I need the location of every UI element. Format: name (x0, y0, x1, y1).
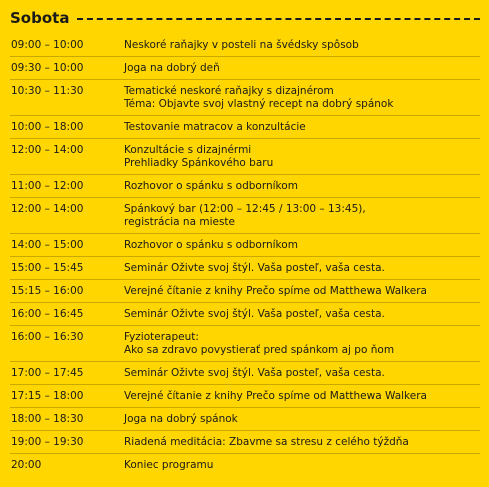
row-description-line: Koniec programu (124, 459, 214, 471)
row-time: 16:00 – 16:45 (11, 308, 84, 320)
row-description-line: Joga na dobrý spánok (124, 413, 238, 425)
row-time: 10:00 – 18:00 (11, 121, 84, 133)
row-description-line: Prehliadky Spánkového baru (124, 157, 274, 169)
row-divider (10, 325, 480, 326)
row-description-line: Rozhovor o spánku s odborníkom (124, 180, 298, 192)
row-description (124, 239, 479, 252)
row-description (124, 436, 479, 449)
row-description (124, 121, 479, 134)
row-description-line: Spánkový bar (12:00 – 12:45 / 13:00 – 13:45), (124, 203, 366, 215)
row-description-line: Neskoré raňajky v posteli na švédsky spôsob (124, 39, 359, 51)
row-time: 17:15 – 18:00 (11, 390, 84, 402)
row-divider (10, 56, 480, 57)
row-description (124, 144, 479, 170)
row-time: 10:30 – 11:30 (11, 85, 84, 97)
row-description-line: Riadená meditácia: Zbavme sa stresu z celého týždňa (124, 436, 409, 448)
row-time: 20:00 (11, 459, 42, 471)
row-time: 09:00 – 10:00 (11, 39, 84, 51)
row-description (124, 413, 479, 426)
row-time: 16:00 – 16:30 (11, 331, 84, 343)
row-time: 18:00 – 18:30 (11, 413, 84, 425)
row-description-line: Verejné čítanie z knihy Prečo spíme od Matthewa Walkera (124, 390, 427, 402)
row-time: 15:00 – 15:45 (11, 262, 84, 274)
row-time: 11:00 – 12:00 (11, 180, 84, 192)
day-title: Sobota (10, 9, 70, 27)
row-divider (10, 279, 480, 280)
row-description-line: Seminár Oživte svoj štýl. Vaša posteľ, vaša cesta. (124, 367, 385, 379)
row-description-line: Rozhovor o spánku s odborníkom (124, 239, 298, 251)
row-description-line: Ako sa zdravo povystierať pred spánkom aj po ňom (124, 344, 395, 356)
row-divider (10, 115, 480, 116)
row-divider (10, 256, 480, 257)
row-description-line: Joga na dobrý deň (124, 62, 220, 74)
row-description-line: Fyzioterapeut: (124, 331, 199, 343)
row-description-line: Téma: Objavte svoj vlastný recept na dobrý spánok (124, 98, 394, 110)
row-divider (10, 361, 480, 362)
row-description (124, 39, 479, 52)
row-description (124, 262, 479, 275)
row-description (124, 367, 479, 380)
row-divider (10, 138, 480, 139)
row-description-line: registrácia na mieste (124, 216, 236, 228)
row-description (124, 62, 479, 75)
row-divider (10, 302, 480, 303)
row-divider (10, 407, 480, 408)
row-time: 12:00 – 14:00 (11, 203, 84, 215)
row-time: 19:00 – 19:30 (11, 436, 84, 448)
row-description-line: Seminár Oživte svoj štýl. Vaša posteľ, vaša cesta. (124, 308, 385, 320)
row-divider (10, 453, 480, 454)
row-description (124, 203, 479, 229)
row-time: 12:00 – 14:00 (11, 144, 84, 156)
row-description-line: Tematické neskoré raňajky s dizajnérom (124, 85, 334, 97)
row-description (124, 331, 479, 357)
row-divider (10, 174, 480, 175)
row-description (124, 390, 479, 403)
row-description-line: Testovanie matracov a konzultácie (124, 121, 306, 133)
row-time: 15:15 – 16:00 (11, 285, 84, 297)
row-divider (10, 79, 480, 80)
row-divider (10, 233, 480, 234)
row-description (124, 459, 479, 472)
row-description (124, 308, 479, 321)
row-description (124, 180, 479, 193)
row-time: 17:00 – 17:45 (11, 367, 84, 379)
day-heading (10, 7, 480, 29)
row-divider (10, 384, 480, 385)
row-description-line: Konzultácie s dizajnérmi (124, 144, 252, 156)
row-time: 09:30 – 10:00 (11, 62, 84, 74)
dashed-rule (77, 18, 480, 20)
row-description (124, 85, 479, 111)
row-time: 14:00 – 15:00 (11, 239, 84, 251)
row-divider (10, 430, 480, 431)
row-description (124, 285, 479, 298)
row-description-line: Verejné čítanie z knihy Prečo spíme od Matthewa Walkera (124, 285, 427, 297)
row-description-line: Seminár Oživte svoj štýl. Vaša posteľ, vaša cesta. (124, 262, 385, 274)
row-divider (10, 197, 480, 198)
